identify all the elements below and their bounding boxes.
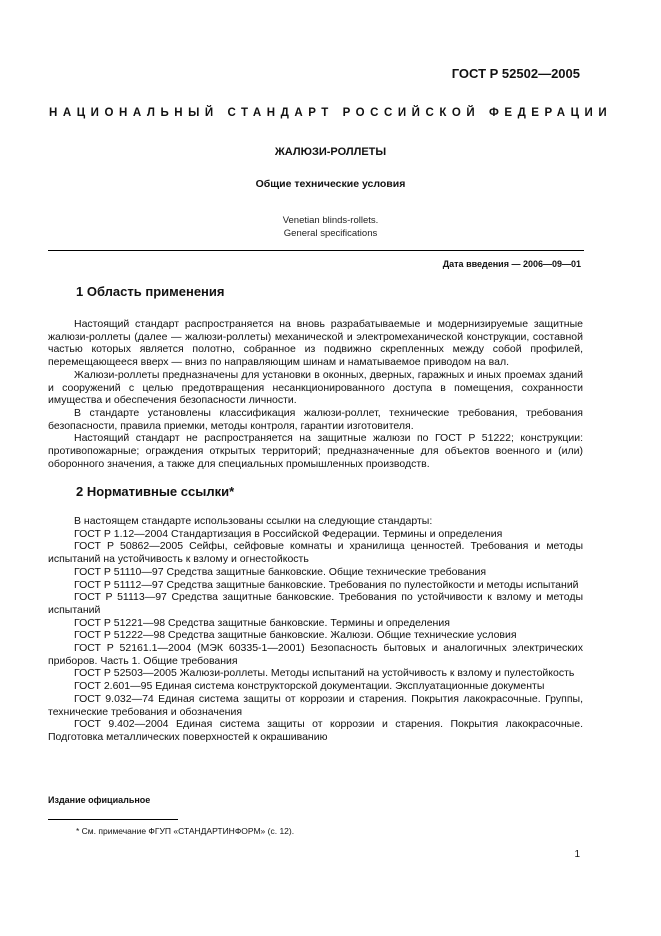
english-title-line-1: Venetian blinds-rollets.	[282, 215, 379, 226]
paragraph: Настоящий стандарт распространяется на вновь разрабатываемые и модернизируемые защитные жалюзи-роллеты (далее — жалюзи-роллеты) механической и электромеханической конструкции, составной частью которых является полотно, собранное из подвижно скрепленных между собой профилей, перемещающееся вверх — вниз по направляющим шинам и наматываемое приводом на вал.	[48, 318, 583, 369]
english-title-line-2: General specifications	[283, 228, 378, 239]
reference-item: ГОСТ Р 51113—97 Средства защитные банковские. Требования по устойчивости к взлому и методы испытаний	[48, 591, 583, 616]
section-1-body	[48, 318, 583, 470]
title-divider	[48, 250, 584, 251]
footnote: * См. примечание ФГУП «СТАНДАРТИНФОРМ» (с. 12).	[76, 826, 295, 836]
document-subtitle: Общие технические условия	[255, 178, 406, 190]
introduction-date: Дата введения — 2006—09—01	[442, 259, 581, 269]
section-2-body	[48, 515, 583, 744]
reference-item: ГОСТ Р 51112—97 Средства защитные банковские. Требования по пулестойкости и методы испытаний	[74, 578, 579, 591]
section-1-title: 1 Область применения	[76, 284, 225, 299]
page-number: 1	[574, 849, 580, 860]
reference-item: ГОСТ 2.601—95 Единая система конструкторской документации. Эксплуатационные документы	[74, 680, 545, 693]
reference-item: ГОСТ Р 1.12—2004 Стандартизация в Российской Федерации. Термины и определения	[74, 527, 503, 540]
reference-item: ГОСТ Р 51110—97 Средства защитные банковские. Общие технические требования	[74, 565, 487, 578]
paragraph: В настоящем стандарте использованы ссылки на следующие стандарты:	[74, 515, 433, 527]
reference-item: ГОСТ Р 52503—2005 Жалюзи-роллеты. Методы испытаний на устойчивость к взлому и пулестойкость	[74, 667, 575, 680]
reference-item: ГОСТ Р 50862—2005 Сейфы, сейфовые комнаты и хранилища ценностей. Требования и методы испытаний на устойчивость к взлому и огнестойкость	[48, 540, 583, 566]
paragraph: В стандарте установлены классификация жалюзи-роллет, технические требования, требования безопасности, правила приемки, методы контроля, гарантии изготовителя.	[48, 406, 583, 432]
official-edition-label: Издание официальное	[48, 795, 151, 805]
document-title: ЖАЛЮЗИ-РОЛЛЕТЫ	[274, 146, 387, 158]
reference-item: ГОСТ Р 51222—98 Средства защитные банковские. Жалюзи. Общие технические условия	[74, 629, 517, 642]
footnote-rule	[48, 819, 178, 820]
paragraph: Настоящий стандарт не распространяется на защитные жалюзи по ГОСТ Р 51222; конструкции: противопожарные; ограждения открытых территорий; предназначенные для объектов военного и (или) оборонного значения, а также для специальных промышленных производств.	[48, 432, 583, 470]
english-title	[0, 214, 661, 240]
reference-item: ГОСТ 9.032—74 Единая система защиты от коррозии и старения. Покрытия лакокрасочные. Группы, технические требования и обозначения	[48, 692, 583, 718]
reference-item: ГОСТ 9.402—2004 Единая система защиты от коррозии и старения. Покрытия лакокрасочные. Подготовка металлических поверхностей к окрашиванию	[48, 718, 583, 743]
national-standard-heading: НАЦИОНАЛЬНЫЙ СТАНДАРТ РОССИЙСКОЙ ФЕДЕРАЦИИ	[49, 107, 613, 119]
reference-item: ГОСТ Р 51221—98 Средства защитные банковские. Термины и определения	[74, 616, 450, 629]
paragraph: Жалюзи-роллеты предназначены для установки в оконных, дверных, гаражных и иных проемах зданий и сооружений с целью предотвращения несанкционированного доступа в помещения, сохранности имущества и обеспечения безопасности личности.	[48, 368, 583, 407]
section-2-title: 2 Нормативные ссылки*	[76, 484, 235, 499]
reference-item: ГОСТ Р 52161.1—2004 (МЭК 60335-1—2001) Безопасность бытовых и аналогичных электрических приборов. Часть 1. Общие требования	[48, 642, 583, 667]
document-number: ГОСТ Р 52502—2005	[451, 66, 580, 81]
